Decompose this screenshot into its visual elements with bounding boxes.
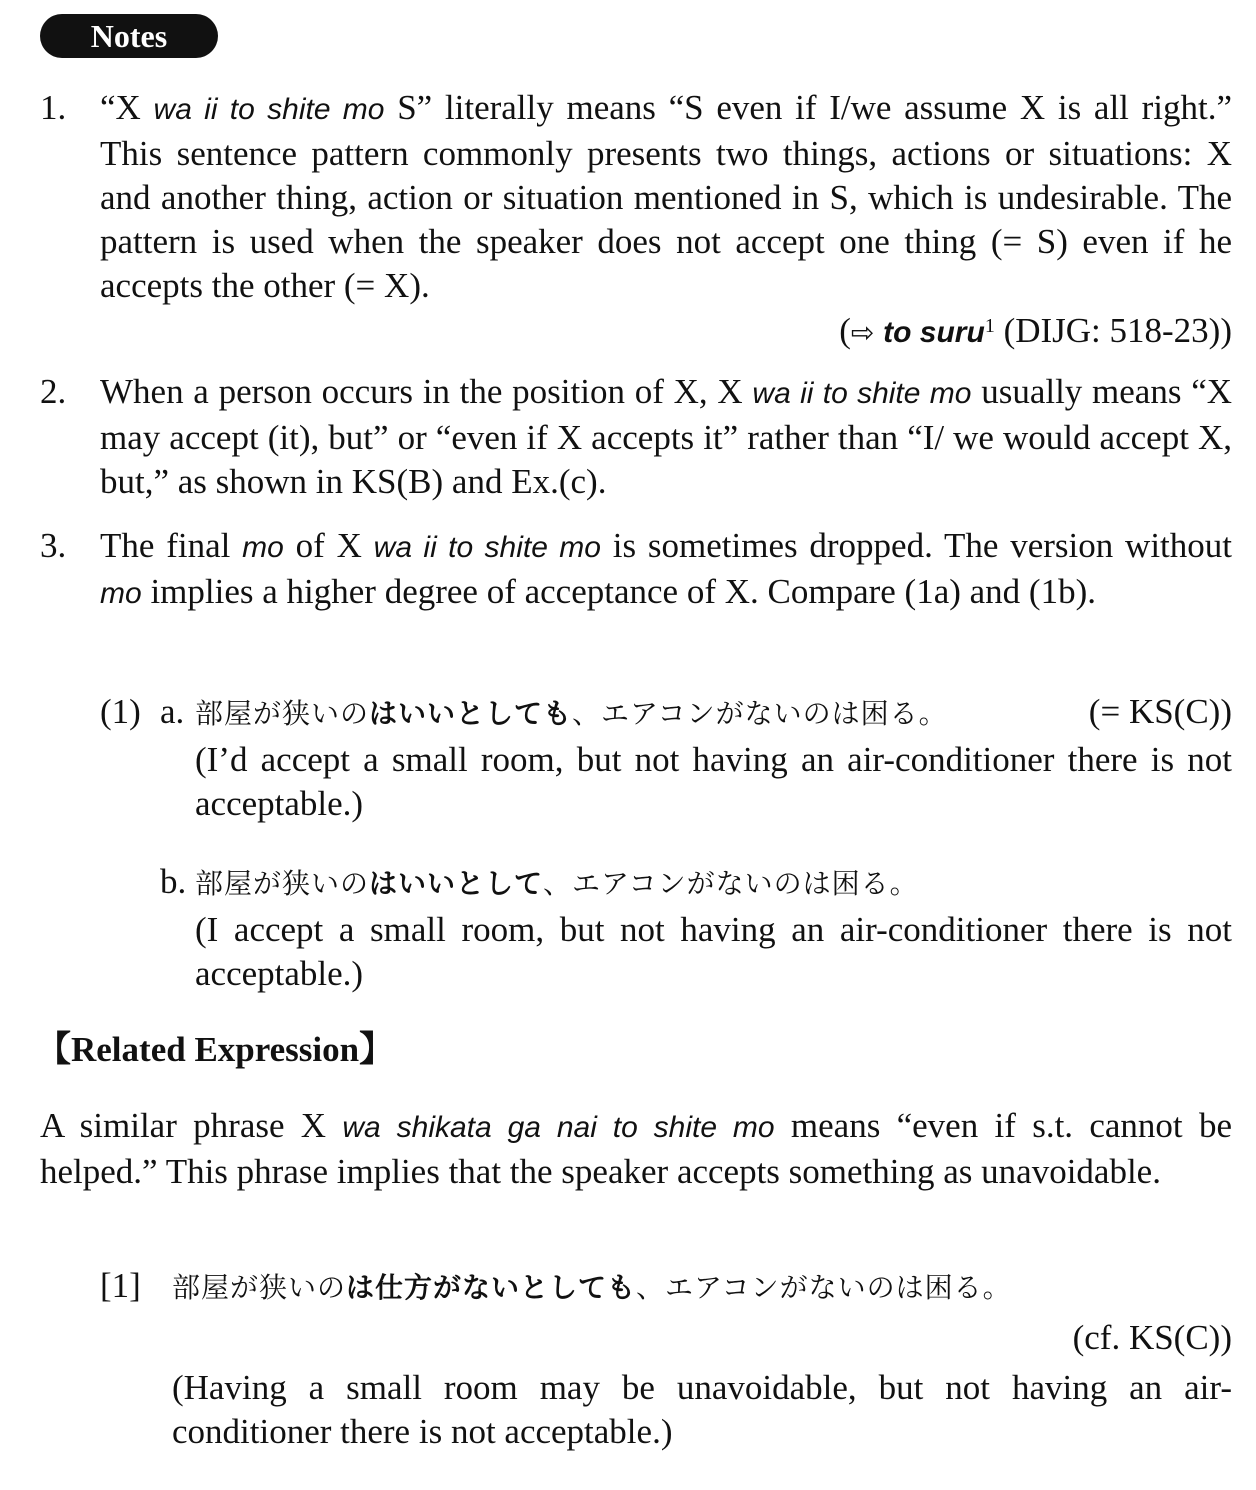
note-1-number: 1. (40, 88, 67, 127)
note-1-body: S” literally means “S even if I/we assume X is all right.” This sentence pattern commonly presents two things, actions or situations: X and another thing, action or situation mentioned in S, which is undesirable. The pattern is used when the speaker does not accept one thing (= S) even if he accepts the other (= X). (100, 88, 1232, 305)
note-2-pattern: wa ii to shite mo (752, 377, 972, 410)
note-3-part-1: The final (100, 526, 243, 565)
related-example-label: [1] (100, 1266, 141, 1305)
example-1a-japanese (195, 690, 948, 736)
note-3-text (100, 524, 1232, 616)
example-1b-label: b. (160, 862, 187, 901)
example-1b-japanese (195, 860, 919, 906)
example-1a-label: a. (160, 692, 185, 731)
note-1-reference (839, 304, 1232, 355)
example-1a-translation: (I’d accept a small room, but not having an air-conditioner there is not acceptable.) (195, 740, 1232, 823)
related-expression-heading: 【Related Expression】 (36, 1030, 395, 1069)
ref-source: (DIJG: 518-23)) (994, 311, 1232, 350)
example-1-label: (1) (100, 692, 141, 731)
ja-pre: 部屋が狭いの (195, 867, 370, 900)
note-1-text (100, 86, 1232, 308)
note-2-text (100, 370, 1232, 504)
related-pattern: wa shikata ga nai to shite mo (342, 1111, 775, 1144)
note-3-part-3: is sometimes dropped. The version without (600, 526, 1232, 565)
note-1-open: “X (100, 88, 154, 127)
note-3-number: 3. (40, 526, 67, 565)
note-2-part-2: usually means “X may accept (it), but” or “even if X accepts it” rather than “I/ we would accept X, but,” as shown in KS(B) and Ex.(c). (100, 372, 1233, 501)
ja-pre: 部屋が狭いの (172, 1271, 347, 1304)
note-2-number: 2. (40, 372, 67, 411)
ja-post: 、エアコンがないのは困る。 (543, 867, 919, 900)
ja-bold: はいいとしても (369, 697, 573, 730)
note-3-part-2: of X (283, 526, 374, 565)
related-part-1: A similar phrase X (40, 1106, 343, 1145)
note-3-mo: mo (242, 531, 284, 564)
ref-open: ( (839, 311, 851, 350)
example-1a-ref: (= KS(C)) (1088, 692, 1232, 731)
notes-badge: Notes (40, 14, 218, 58)
related-expression-text (40, 1104, 1232, 1194)
note-3-mo-2: mo (100, 577, 142, 610)
related-example-japanese (172, 1264, 1012, 1310)
ja-bold: はいいとして (369, 867, 544, 900)
note-2-part-1: When a person occurs in the position of X, X (100, 372, 753, 411)
note-3-part-4: implies a higher degree of acceptance of X. Compare (1a) and (1b). (141, 572, 1096, 611)
ja-post: 、エアコンがないのは困る。 (572, 697, 948, 730)
example-1b-translation: (I accept a small room, but not having an air-conditioner there is not acceptable.) (195, 910, 1232, 993)
ref-sup: 1 (984, 315, 995, 337)
related-example-ref: (cf. KS(C)) (1072, 1318, 1232, 1357)
ja-pre: 部屋が狭いの (195, 697, 370, 730)
right-arrow-icon: ⇨ (850, 316, 875, 349)
ja-bold: は仕方がないとしても (346, 1271, 637, 1304)
related-part-2: means “even if s.t. cannot be helped.” This phrase implies that the speaker accepts something as unavoidable. (40, 1106, 1232, 1191)
note-1-pattern: wa ii to shite mo (153, 93, 385, 126)
ref-term: to suru (883, 316, 985, 349)
ja-post: 、エアコンがないのは困る。 (636, 1271, 1012, 1304)
note-3-pattern: wa ii to shite mo (373, 531, 601, 564)
related-example-translation: (Having a small room may be unavoidable, but not having an air-conditioner there is not acceptable.) (172, 1368, 1232, 1451)
